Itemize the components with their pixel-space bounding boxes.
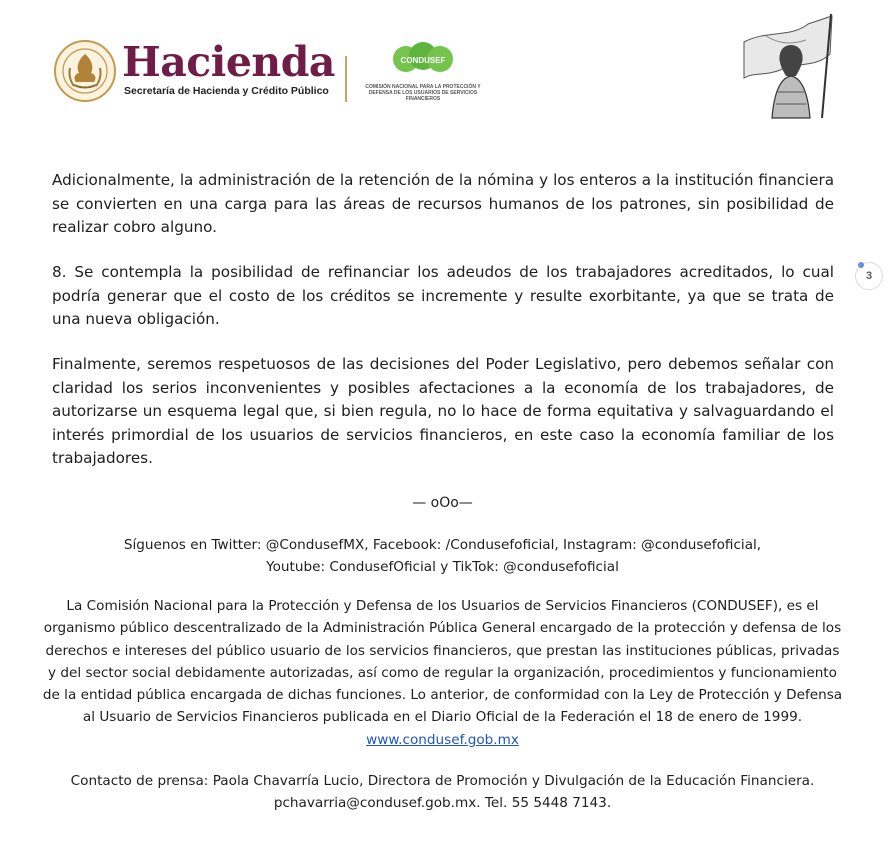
paragraph-1: Adicionalmente, la administración de la retención de la nómina y los enteros a la institución financiera se convierten en una carga para las áreas de recursos humanos de los patrones, sin posibilidad de realizar cobro alguno. bbox=[52, 171, 834, 236]
logo-divider bbox=[345, 56, 347, 102]
social-media-info bbox=[40, 534, 845, 579]
paragraph-3: Finalmente, seremos respetuosos de las decisiones del Poder Legislativo, pero debemos señalar con claridad los serios inconvenientes y posibles afectaciones a la economía de los trabajadores, de autorizarse un esquema legal que, si bien regula, no lo hace de forma equitativa y salvaguardando el interés primordial de los usuarios de servicios financieros, en este caso la economía familiar de los trabajadores. bbox=[52, 355, 834, 467]
about-text: La Comisión Nacional para la Protección y Defensa de los Usuarios de Servicios Financieros (CONDUSEF), es el organismo público descentralizado de la Administración Pública General encargado de la protección y defensa de los derechos e intereses del público usuario de los servicios financieros, que prestan las instituciones públicas, privadas y del sector social debidamente autorizadas, así como de regular la organización, procedimientos y funcionamiento de la entidad pública encargada de dichas funciones. Lo anterior, de conformidad con la Ley de Protección y Defensa al Usuario de Servicios Financieros publicada en el Diario Oficial de la Federación el 18 de enero de 1999. bbox=[42, 598, 843, 726]
condusef-logo-text: CONDUSEF bbox=[400, 56, 446, 65]
hacienda-logo-title: Hacienda bbox=[122, 38, 335, 86]
social-line-2: Youtube: CondusefOficial y TikTok: @condusefoficial bbox=[266, 559, 619, 576]
contact-line-1: Contacto de prensa: Paola Chavarría Lucio, Directora de Promoción y Divulgación de la Educación Financiera. bbox=[70, 773, 815, 789]
condusef-logo bbox=[392, 42, 454, 78]
mexican-coat-of-arms-seal bbox=[54, 40, 116, 102]
condusef-caption: COMISIÓN NACIONAL PARA LA PROTECCIÓN Y DEFENSA DE LOS USUARIOS DE SERVICIOS FINANCIEROS bbox=[365, 84, 481, 102]
contact-line-2: pchavarria@condusef.gob.mx. Tel. 55 5448 7143. bbox=[273, 795, 612, 812]
paragraph-2: 8. Se contempla la posibilidad de refinanciar los adeudos de los trabajadores acreditados, lo cual podría generar que el costo de los créditos se incremente y resulte exorbitante, ya que se trata de una nueva obligación. bbox=[52, 263, 834, 328]
about-condusef bbox=[40, 595, 845, 751]
national-heroine-illustration bbox=[736, 12, 838, 120]
press-contact bbox=[40, 770, 845, 815]
page-marker-dot bbox=[858, 262, 864, 268]
hacienda-logo-subtitle: Secretaría de Hacienda y Crédito Público bbox=[124, 85, 329, 97]
document-header bbox=[0, 0, 893, 140]
page-number-badge: 3 bbox=[855, 262, 883, 290]
section-separator: — oOo— bbox=[412, 495, 473, 511]
condusef-website-link[interactable]: www.condusef.gob.mx bbox=[366, 731, 519, 748]
social-line-1: Síguenos en Twitter: @CondusefMX, Facebook: /Condusefoficial, Instagram: @condusefoficial, bbox=[123, 537, 762, 553]
